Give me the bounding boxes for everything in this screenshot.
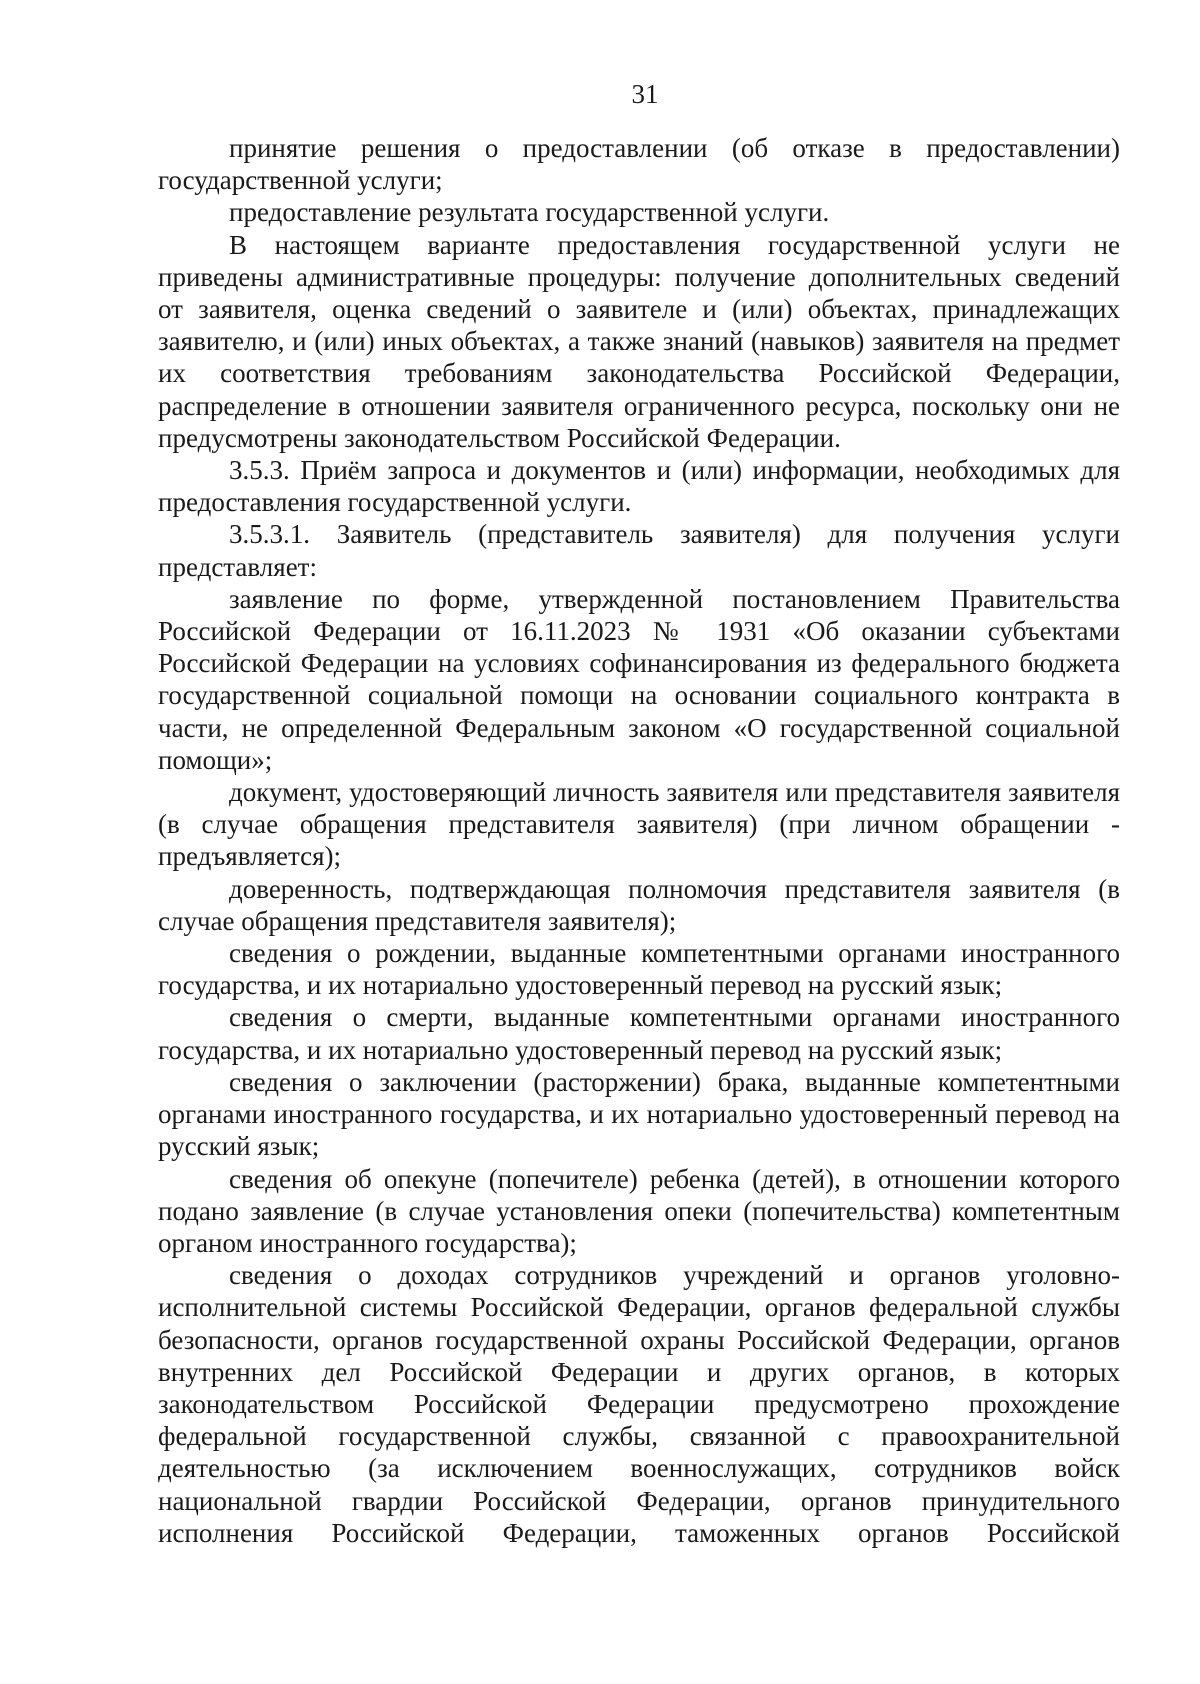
paragraph-variant-note: В настоящем варианте предоставления государственной услуги не приведены административные процедуры: получение дополнительных сведений от заявителя, оценка сведений о заявителе и (или) объектах, принадлежащих заявителю, и (или) иных объектах, а также знаний (навыков) заявителя на предмет их соответствия требованиям законодательства Российской Федерации, распределение в отношении заявителя ограниченного ресурса, поскольку они не предусмотрены законодательством Российской Федерации.	[158, 229, 1120, 453]
list-item-application: заявление по форме, утвержденной постановлением Правительства Российской Федерации от 16.11.2023 № 1931 «Об оказании субъектами Российской Федерации на условиях софинансирования из федерального бюджета государственной социальной помощи на основании социального контракта в части, не определенной Федеральным законом «О государственной социальной помощи»;	[158, 583, 1120, 775]
list-item-birth-info: сведения о рождении, выданные компетентными органами иностранного государства, и их нотариально удостоверенный перевод на русский язык;	[158, 938, 1120, 1001]
paragraph-section-3-5-3: 3.5.3. Приём запроса и документов и (или) информации, необходимых для предоставления государственной услуги.	[158, 455, 1120, 518]
list-item-guardian-info: сведения об опекуне (попечителе) ребенка (детей), в отношении которого подано заявление (в случае установления опеки (попечительства) компетентным органом иностранного государства);	[158, 1163, 1120, 1258]
list-item-income-info: сведения о доходах сотрудников учреждений и органов уголовно-исполнительной системы Российской Федерации, органов федеральной службы безопасности, органов государственной охраны Российской Федерации, органов внутренних дел Российской Федерации и других органов, в которых законодательством Российской Федерации предусмотрено прохождение федеральной государственной службы, связанной с правоохранительной деятельностью (за исключением военнослужащих, сотрудников войск национальной гвардии Российской Федерации, органов принудительного исполнения Российской Федерации, таможенных органов Российской	[158, 1260, 1120, 1548]
list-item-power-of-attorney: доверенность, подтверждающая полномочия представителя заявителя (в случае обращения представителя заявителя);	[158, 873, 1120, 936]
list-item-identity-document: документ, удостоверяющий личность заявителя или представителя заявителя (в случае обращения представителя заявителя) (при личном обращении - предъявляется);	[158, 777, 1120, 872]
list-item-death-info: сведения о смерти, выданные компетентными органами иностранного государства, и их нотариально удостоверенный перевод на русский язык;	[158, 1002, 1120, 1065]
list-item-marriage-info: сведения о заключении (расторжении) брака, выданные компетентными органами иностранного государства, и их нотариально удостоверенный перевод на русский язык;	[158, 1066, 1120, 1162]
paragraph-section-3-5-3-1: 3.5.3.1. Заявитель (представитель заявителя) для получения услуги представляет:	[158, 519, 1120, 582]
page-number: 31	[631, 79, 659, 109]
paragraph-decision: принятие решения о предоставлении (об отказе в предоставлении) государственной услуги;	[158, 133, 1120, 196]
document-body	[158, 132, 1120, 1549]
paragraph-result: предоставление результата государственной услуги.	[229, 197, 830, 228]
